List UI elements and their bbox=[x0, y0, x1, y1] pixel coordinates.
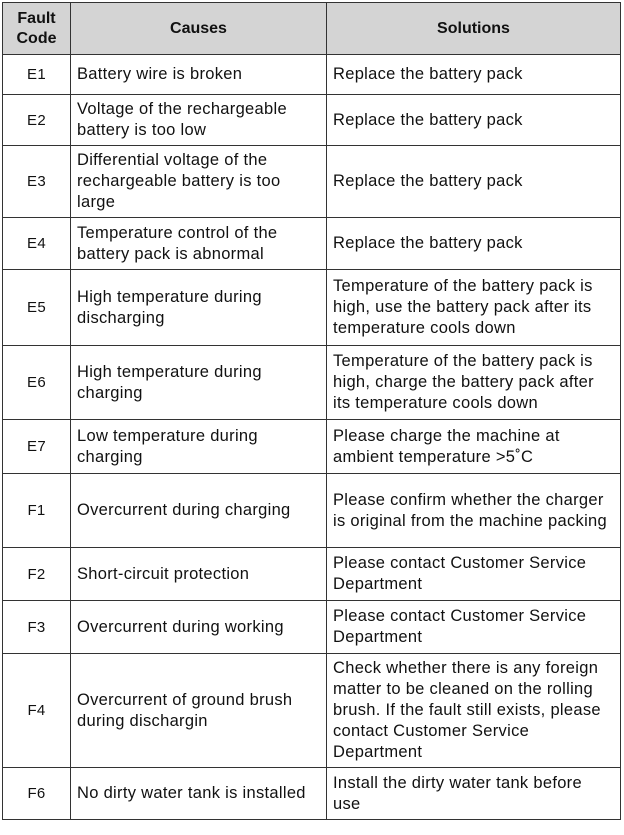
cause-cell: Overcurrent during working bbox=[71, 601, 327, 654]
cause-cell: Temperature control of the battery pack is abnormal bbox=[71, 218, 327, 270]
table-row bbox=[3, 55, 621, 95]
solution-cell: Please contact Customer Service Department bbox=[327, 548, 621, 601]
header-row bbox=[3, 3, 621, 55]
cause-cell: Voltage of the rechargeable battery is too low bbox=[71, 95, 327, 146]
header-fault-code: Fault Code bbox=[3, 3, 71, 55]
solution-cell: Please confirm whether the charger is original from the machine packing bbox=[327, 474, 621, 548]
cause-cell: Differential voltage of the rechargeable battery is too large bbox=[71, 146, 327, 218]
fault-code-cell: F1 bbox=[3, 474, 71, 548]
table-row bbox=[3, 346, 621, 420]
fault-code-table bbox=[2, 2, 621, 820]
fault-code-cell: E1 bbox=[3, 55, 71, 95]
solution-cell: Replace the battery pack bbox=[327, 218, 621, 270]
solution-cell: Install the dirty water tank before use bbox=[327, 768, 621, 820]
table-row bbox=[3, 146, 621, 218]
table-row bbox=[3, 95, 621, 146]
table-row bbox=[3, 420, 621, 474]
table-row bbox=[3, 601, 621, 654]
fault-code-cell: F4 bbox=[3, 654, 71, 768]
cause-cell: No dirty water tank is installed bbox=[71, 768, 327, 820]
solution-cell: Temperature of the battery pack is high, charge the battery pack after its temperature cools down bbox=[327, 346, 621, 420]
cause-cell: Short-circuit protection bbox=[71, 548, 327, 601]
solution-cell: Please charge the machine at ambient temperature >5˚C bbox=[327, 420, 621, 474]
cause-cell: High temperature during charging bbox=[71, 346, 327, 420]
table-row bbox=[3, 548, 621, 601]
cause-cell: Low temperature during charging bbox=[71, 420, 327, 474]
table-row bbox=[3, 768, 621, 820]
cause-cell: High temperature during discharging bbox=[71, 270, 327, 346]
table-row bbox=[3, 474, 621, 548]
table-row bbox=[3, 654, 621, 768]
table-row bbox=[3, 218, 621, 270]
header-causes: Causes bbox=[71, 3, 327, 55]
solution-cell: Please contact Customer Service Department bbox=[327, 601, 621, 654]
fault-code-cell: E5 bbox=[3, 270, 71, 346]
fault-code-cell: F3 bbox=[3, 601, 71, 654]
cause-cell: Overcurrent during charging bbox=[71, 474, 327, 548]
solution-cell: Temperature of the battery pack is high, use the battery pack after its temperature cools down bbox=[327, 270, 621, 346]
fault-code-cell: F6 bbox=[3, 768, 71, 820]
fault-code-cell: F2 bbox=[3, 548, 71, 601]
fault-code-cell: E3 bbox=[3, 146, 71, 218]
table-row bbox=[3, 270, 621, 346]
fault-code-cell: E2 bbox=[3, 95, 71, 146]
fault-code-cell: E7 bbox=[3, 420, 71, 474]
cause-cell: Battery wire is broken bbox=[71, 55, 327, 95]
solution-cell: Replace the battery pack bbox=[327, 95, 621, 146]
solution-cell: Replace the battery pack bbox=[327, 55, 621, 95]
cause-cell: Overcurrent of ground brush during dischargin bbox=[71, 654, 327, 768]
header-solutions: Solutions bbox=[327, 3, 621, 55]
solution-cell: Replace the battery pack bbox=[327, 146, 621, 218]
fault-code-cell: E4 bbox=[3, 218, 71, 270]
solution-cell: Check whether there is any foreign matter to be cleaned on the rolling brush. If the fault still exists, please contact Customer Service Department bbox=[327, 654, 621, 768]
fault-code-cell: E6 bbox=[3, 346, 71, 420]
